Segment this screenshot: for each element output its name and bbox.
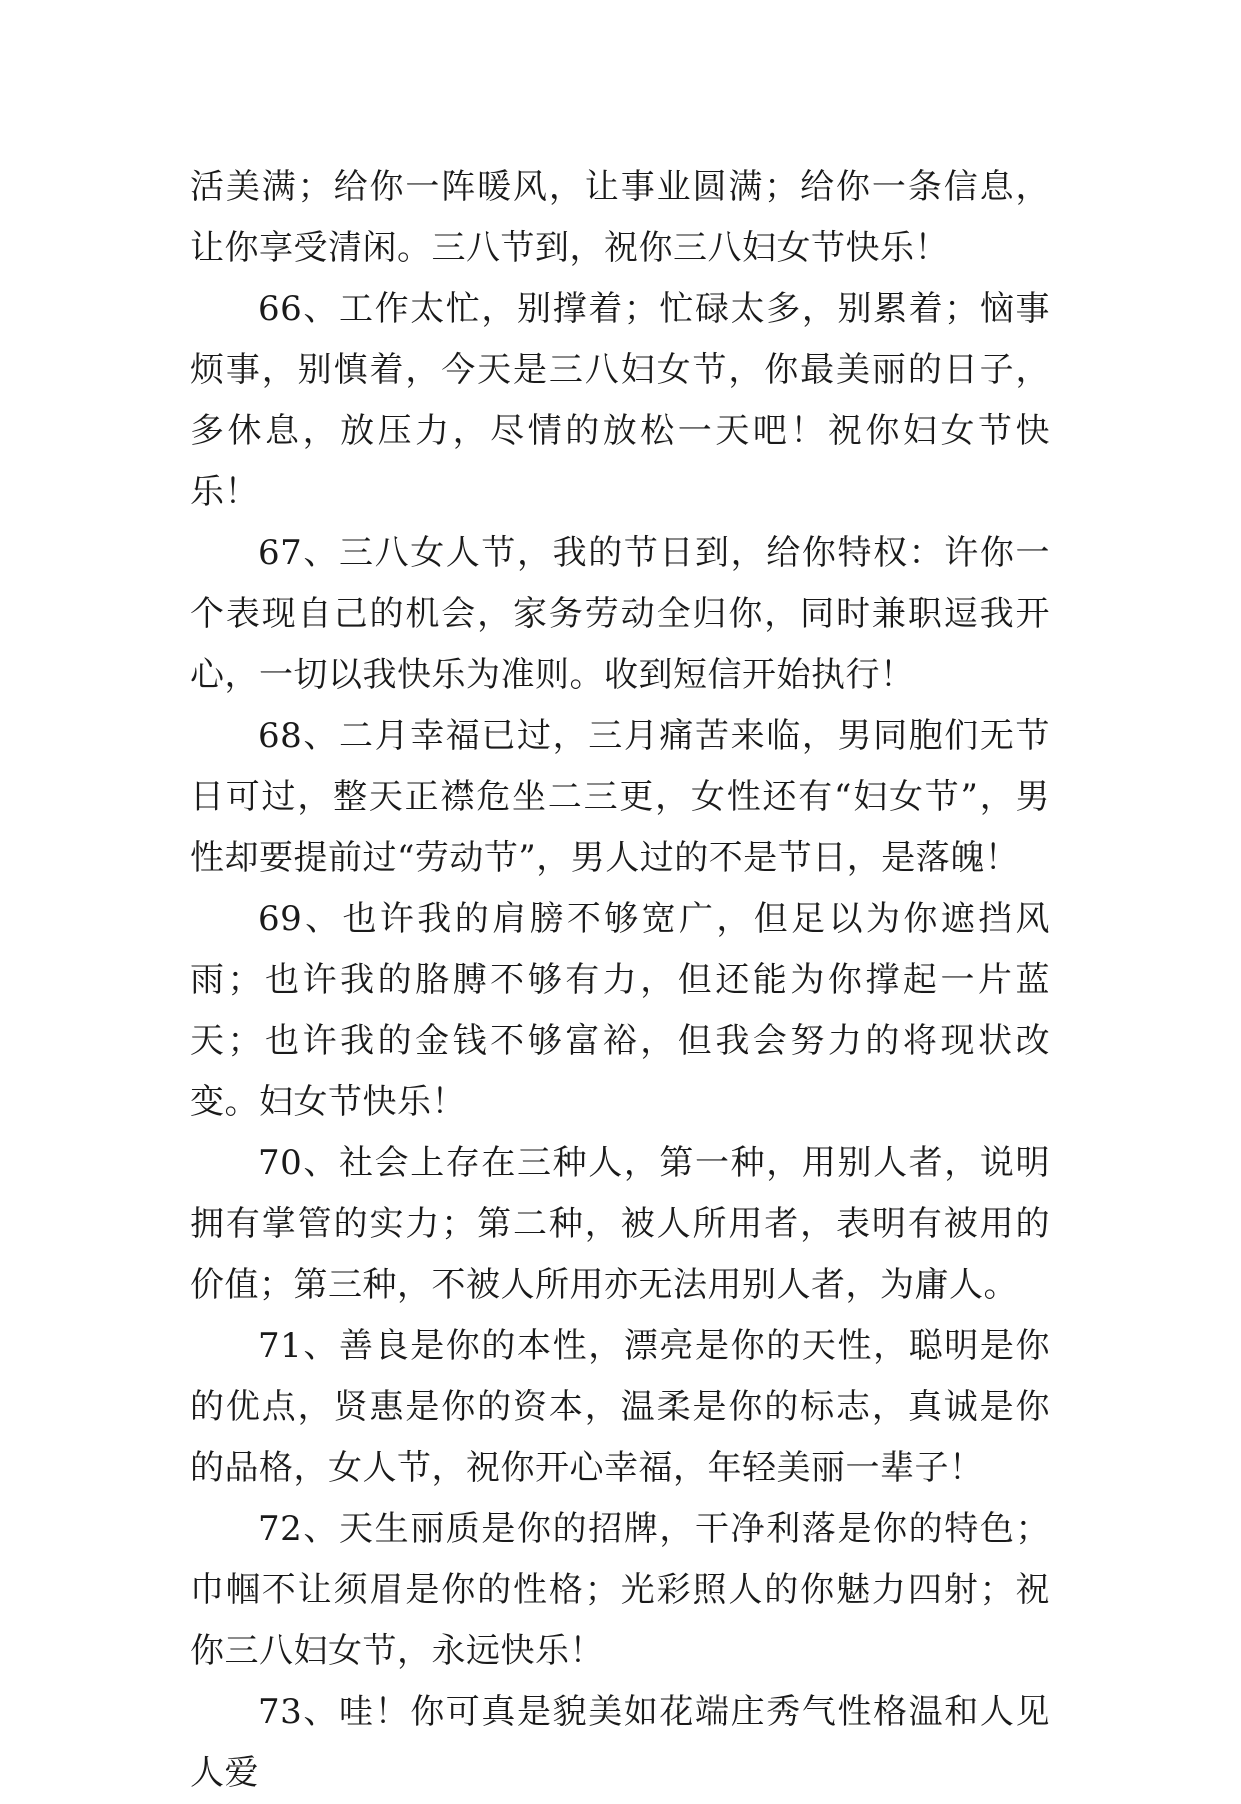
paragraph-72: 72、天生丽质是你的招牌，干净利落是你的特色；巾帼不让须眉是你的性格；光彩照人的你魅力四射；祝你三八妇女节，永远快乐！ [190,1509,1050,1671]
paragraph-69: 69、也许我的肩膀不够宽广，但足以为你遮挡风雨；也许我的胳膊不够有力，但还能为你撑起一片蓝天；也许我的金钱不够富裕，但我会努力的将现状改变。妇女节快乐！ [190,899,1050,1122]
paragraph-71: 71、善良是你的本性，漂亮是你的天性，聪明是你的优点，贤惠是你的资本，温柔是你的标志，真诚是你的品格，女人节，祝你开心幸福，年轻美丽一辈子！ [190,1326,1050,1488]
paragraph-73: 73、哇！你可真是貌美如花端庄秀气性格温和人见人爱 [190,1692,1050,1793]
paragraph-70: 70、社会上存在三种人，第一种，用别人者，说明拥有掌管的实力；第二种，被人所用者，表明有被用的价值；第三种，不被人所用亦无法用别人者，为庸人。 [190,1143,1050,1305]
paragraph-68: 68、二月幸福已过，三月痛苦来临，男同胞们无节日可过，整天正襟危坐二三更，女性还有“妇女节”，男性却要提前过“劳动节”，男人过的不是节日，是落魄！ [190,716,1050,878]
body-text [190,157,1050,1804]
paragraph-66: 66、工作太忙，别撑着；忙碌太多，别累着；恼事烦事，别慎着，今天是三八妇女节，你最美丽的日子，多休息，放压力，尽情的放松一天吧！祝你妇女节快乐！ [190,289,1050,512]
paragraph-65-continuation: 活美满；给你一阵暖风，让事业圆满；给你一条信息，让你享受清闲。三八节到，祝你三八妇女节快乐！ [190,167,1050,268]
paragraph-67: 67、三八女人节，我的节日到，给你特权：许你一个表现自己的机会，家务劳动全归你，同时兼职逗我开心，一切以我快乐为准则。收到短信开始执行！ [190,533,1050,695]
